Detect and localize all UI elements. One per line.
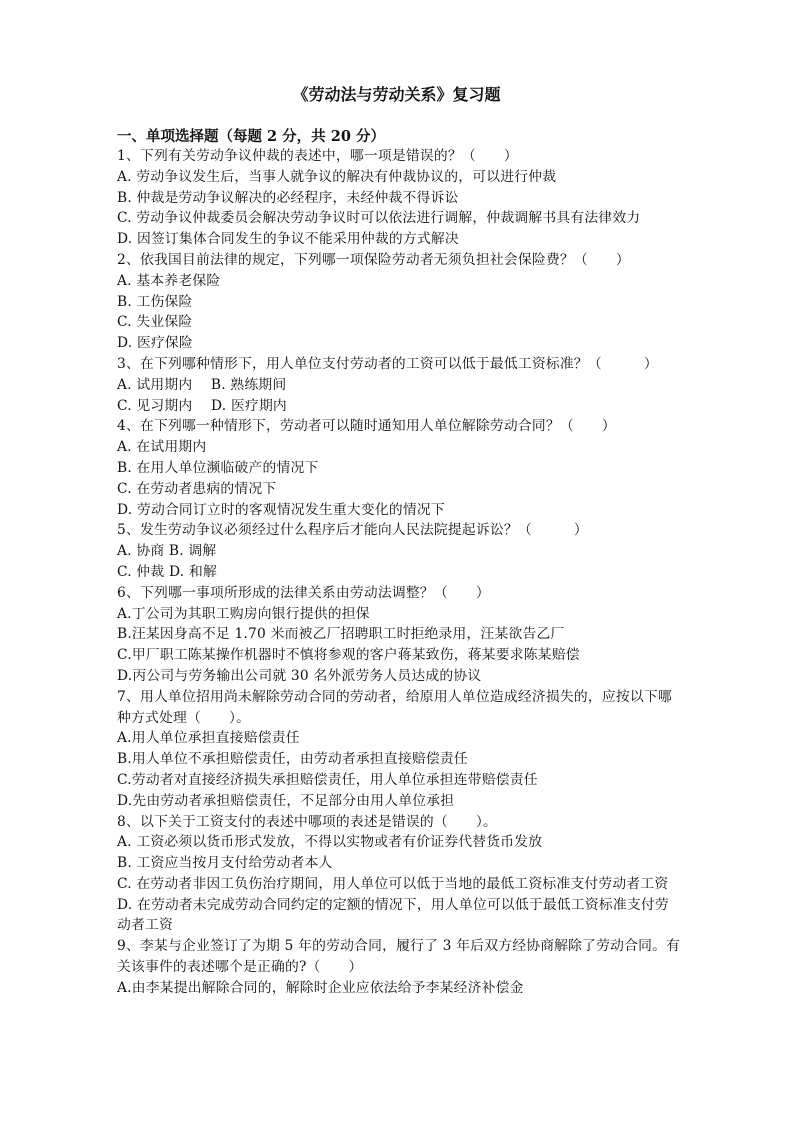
answer-option: B. 工资应当按月支付给劳动者本人: [117, 855, 333, 872]
question-text: 2、依我国目前法律的规定，下列哪一项保险劳动者无须负担社会保险费？（ ）: [117, 251, 630, 268]
answer-option: A. 劳动争议发生后，当事人就争议的解决有仲裁协议的，可以进行仲裁: [117, 168, 557, 185]
answer-option: D. 劳动合同订立时的客观情况发生重大变化的情况下: [117, 501, 445, 518]
answer-option: D. 在劳动者未完成劳动合同约定的定额的情况下，用人单位可以低于最低工资标准支付劳: [117, 896, 669, 913]
question-7: [117, 687, 687, 812]
question-text: 9、李某与企业签订了为期 5 年的劳动合同，履行了 3 年后双方经协商解除了劳动合同。有: [117, 938, 681, 955]
answer-option: A. 基本养老保险: [117, 272, 221, 289]
answer-option: A. 协商 B. 调解: [117, 543, 217, 560]
answer-option: C. 在劳动者非因工负伤治疗期间，用人单位可以低于当地的最低工资标准支付劳动者工资: [117, 875, 669, 892]
question-2: [117, 250, 687, 354]
answer-option: A. 工资必须以货币形式发放，不得以实物或者有价证券代替货币发放: [117, 834, 543, 851]
answer-option: A. 在试用期内: [117, 439, 207, 456]
question-text: 种方式处理（ ）。: [117, 709, 251, 726]
question-1: [117, 146, 687, 250]
answer-option: C.甲厂职工陈某操作机器时不慎将参观的客户蒋某致伤，蒋某要求陈某赔偿: [117, 647, 580, 664]
question-text: 6、下列哪一事项所形成的法律关系由劳动法调整？（ ）: [117, 584, 490, 601]
answer-option: D.丙公司与劳务输出公司就 30 名外派劳务人员达成的协议: [117, 667, 482, 684]
question-text: 7、用人单位招用尚未解除劳动合同的劳动者，给原用人单位造成经济损失的，应按以下哪: [117, 688, 672, 705]
answer-option: A.用人单位承担直接赔偿责任: [117, 730, 300, 747]
question-9: [117, 936, 687, 998]
answer-option: D. 医疗保险: [117, 335, 193, 352]
answer-option: C. 劳动争议仲裁委员会解决劳动争议时可以依法进行调解，仲裁调解书具有法律效力: [117, 210, 641, 227]
question-text: 1、下列有关劳动争议仲裁的表述中，哪一项是错误的？（ ）: [117, 148, 518, 164]
answer-option: B.汪某因身高不足 1.70 米而被乙厂招聘职工时拒绝录用，汪某欲告乙厂: [117, 626, 565, 643]
answer-option: C.劳动者对直接经济损失承担赔偿责任，用人单位承担连带赔偿责任: [117, 771, 538, 788]
question-text: 8、以下关于工资支付的表述中哪项的表述是错误的（ ）。: [117, 813, 497, 830]
question-text: 5、发生劳动争议必须经过什么程序后才能向人民法院提起诉讼？（ ）: [117, 522, 588, 539]
answer-option: C. 失业保险: [117, 314, 193, 331]
section-heading: 一、单项选择题（每题 2 分，共 20 分）: [117, 128, 385, 145]
answer-option: B. 在用人单位濒临破产的情况下: [117, 459, 319, 476]
answer-option: B.用人单位不承担赔偿责任，由劳动者承担直接赔偿责任: [117, 751, 468, 768]
answer-option: B. 工伤保险: [117, 293, 193, 310]
question-6: [117, 583, 687, 687]
question-3: [117, 354, 687, 416]
answer-option: C. 见习期内 D. 医疗期内: [117, 397, 287, 414]
answer-option: B. 仲裁是劳动争议解决的必经程序，未经仲裁不得诉讼: [117, 189, 459, 206]
answer-option: C. 在劳动者患病的情况下: [117, 480, 277, 497]
question-list: [117, 146, 687, 999]
answer-option: 动者工资: [117, 917, 173, 934]
question-4: [117, 416, 687, 520]
document-title: 《劳动法与劳动关系》复习题: [292, 85, 501, 104]
question-text: 3、在下列哪种情形下，用人单位支付劳动者的工资可以低于最低工资标准？（ ）: [117, 355, 658, 372]
answer-option: A.丁公司为其职工购房向银行提供的担保: [117, 605, 370, 622]
question-5: [117, 520, 687, 582]
question-text: 4、在下列哪一种情形下，劳动者可以随时通知用人单位解除劳动合同？（ ）: [117, 418, 616, 435]
answer-option: C. 仲裁 D. 和解: [117, 563, 217, 580]
answer-option: D.先由劳动者承担赔偿责任，不足部分由用人单位承担: [117, 792, 455, 809]
answer-option: A. 试用期内 B. 熟练期间: [117, 376, 287, 393]
answer-option: D. 因签订集体合同发生的争议不能采用仲裁的方式解决: [117, 231, 459, 248]
answer-option: A.由李某提出解除合同的，解除时企业应依法给予李某经济补偿金: [117, 979, 524, 996]
question-8: [117, 812, 687, 937]
question-text: 关该事件的表述哪个是正确的?（ ）: [117, 959, 363, 976]
